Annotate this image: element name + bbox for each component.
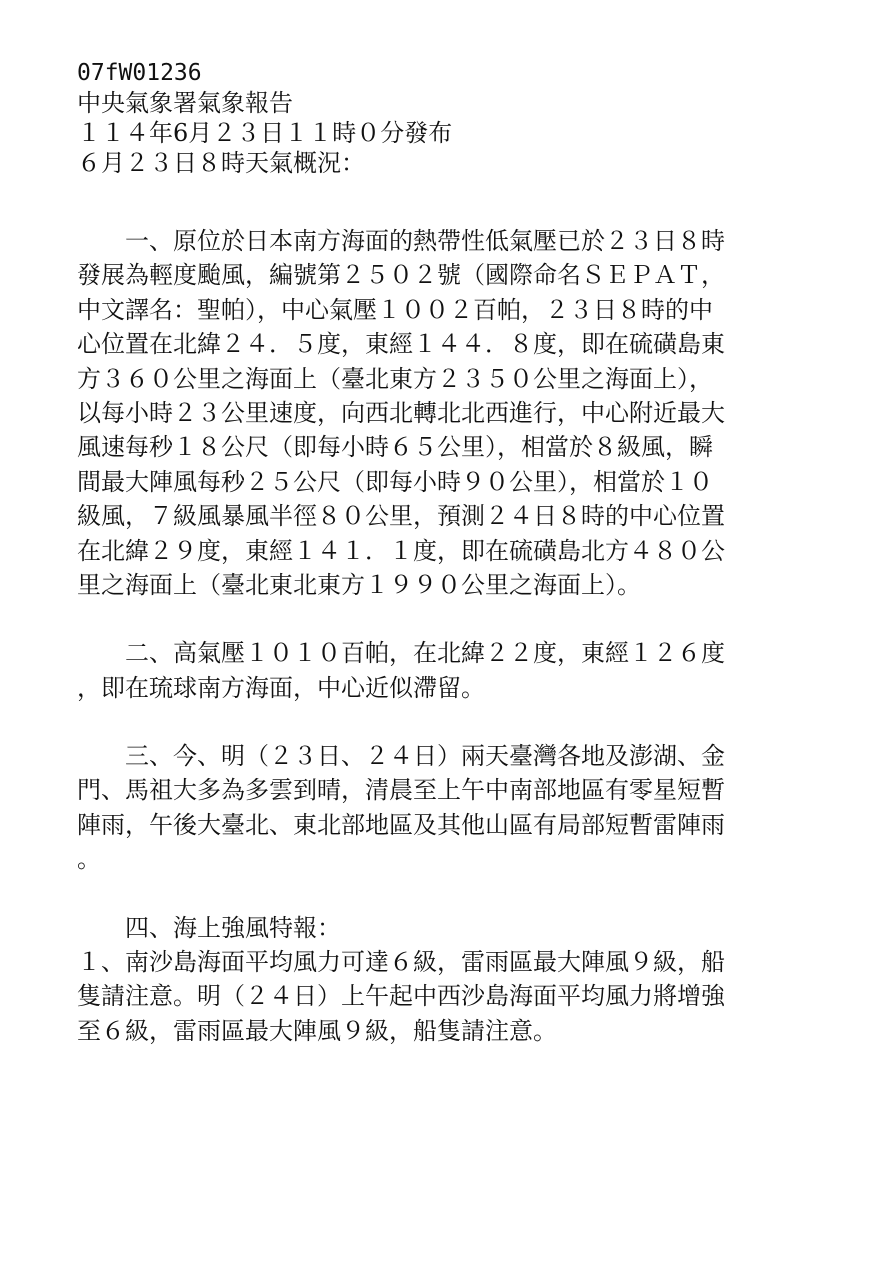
paragraph-line: 里之海面上（臺北東北東方１９９０公里之海面上）。 [77, 570, 641, 599]
paragraph-line: 級風，７級風暴風半徑８０公里，預測２４日８時的中心位置 [77, 502, 725, 531]
paragraph-line: 心位置在北緯２４．５度，東經１４４．８度，即在硫磺島東 [77, 330, 725, 359]
report-body [77, 224, 805, 1048]
paragraph-line: ，即在琉球南方海面，中心近似滯留。 [77, 673, 485, 702]
paragraph-line: 方３６０公里之海面上（臺北東方２３５０公里之海面上）， [77, 364, 713, 393]
paragraph-line: 陣雨，午後大臺北、東北部地區及其他山區有局部短暫雷陣雨 [77, 810, 725, 839]
overview-heading: ６月２３日８時天氣概況： [77, 149, 365, 177]
paragraph-line: 間最大陣風每秒２５公尺（即每小時９０公里），相當於１０ [77, 467, 713, 496]
paragraph-line: 三、今、明（２３日、２４日）兩天臺灣各地及澎湖、金 [77, 742, 725, 771]
paragraph-line: 風速每秒１８公尺（即每小時６５公里），相當於８級風，瞬 [77, 433, 713, 462]
paragraph-line: １、南沙島海面平均風力可達６級，雷雨區最大陣風９級，船 [77, 948, 725, 977]
paragraph-line: 四、海上強風特報： [77, 913, 341, 942]
paragraph-line: 中文譯名：聖帕），中心氣壓１００２百帕，２３日８時的中 [77, 295, 713, 324]
section-forecast [77, 739, 805, 877]
issue-time: １１４年6月２３日１１時０分發布 [77, 119, 453, 147]
document-id: 07fW01236 [77, 60, 202, 86]
paragraph-line: 以每小時２３公里速度，向西北轉北北西進行，中心附近最大 [77, 398, 725, 427]
paragraph-line: 至６級，雷雨區最大陣風９級，船隻請注意。 [77, 1016, 557, 1045]
weather-report-page [77, 58, 805, 1048]
paragraph-line: 一、原位於日本南方海面的熱帶性低氣壓已於２３日８時 [77, 227, 725, 255]
section-high-pressure [77, 636, 805, 705]
paragraph-line: 隻請注意。明（２４日）上午起中西沙島海面平均風力將增強 [77, 982, 725, 1011]
paragraph-line: 二、高氣壓１０１０百帕，在北緯２２度，東經１２６度 [77, 639, 725, 668]
agency-report-title: 中央氣象署氣象報告 [77, 89, 293, 117]
paragraph-line: 。 [77, 845, 101, 874]
section-marine-warning [77, 911, 805, 1049]
paragraph-line: 門、馬祖大多為多雲到晴，清晨至上午中南部地區有零星短暫 [77, 776, 725, 805]
paragraph-line: 發展為輕度颱風，編號第２５０２號（國際命名ＳＥＰＡＴ， [77, 261, 725, 290]
section-typhoon [77, 224, 805, 602]
paragraph-line: 在北緯２９度，東經１４１．１度，即在硫磺島北方４８０公 [77, 536, 725, 565]
